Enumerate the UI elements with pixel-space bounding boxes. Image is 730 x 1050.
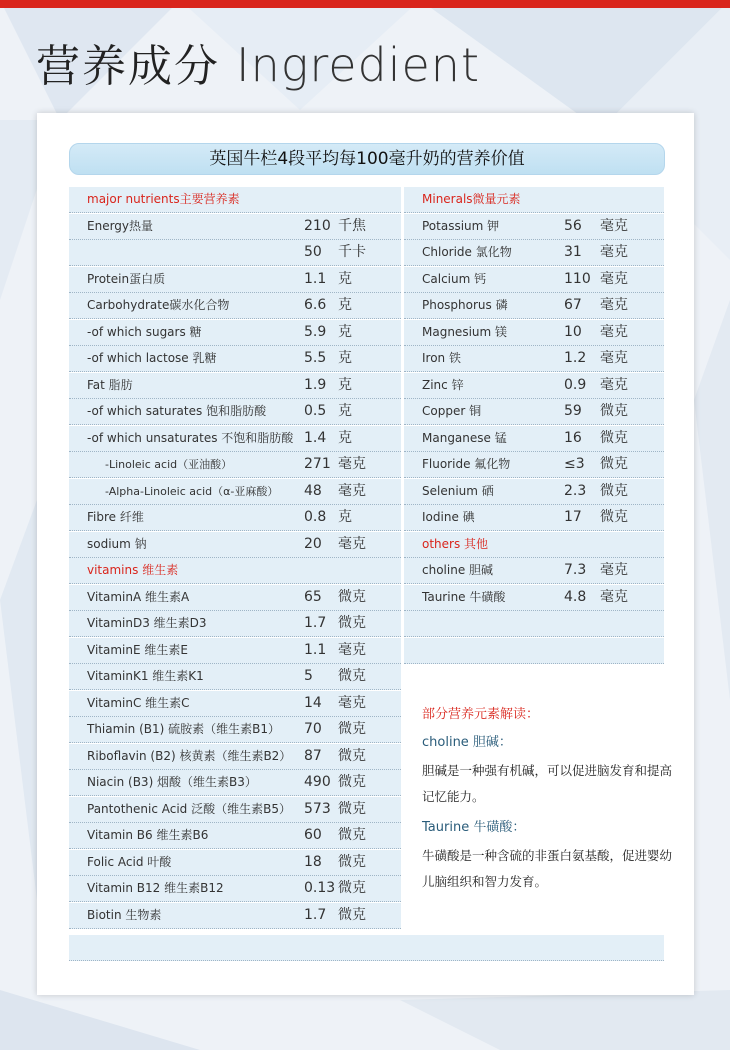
nutrient-name: Minerals微量元素	[422, 192, 521, 206]
nutrient-name: Vitamin B6 维生素B6	[87, 828, 209, 842]
nutrient-value: 6.6	[304, 297, 327, 313]
nutrient-name: VitaminC 维生素C	[87, 695, 190, 710]
nutrient-name: choline 胆碱	[422, 563, 494, 577]
table-row	[69, 823, 401, 849]
nutrient-name: VitaminE 维生素E	[87, 642, 188, 657]
nutrient-unit: 毫克	[338, 641, 366, 658]
nutrient-name: Niacin (B3) 烟酸（维生素B3）	[87, 775, 257, 789]
nutrient-name: Copper 铜	[422, 404, 482, 418]
nutrient-value: 20	[304, 535, 322, 552]
nutrient-unit: 微克	[600, 403, 628, 419]
nutrient-unit: 毫克	[600, 297, 628, 313]
table-row	[404, 479, 664, 505]
nutrient-unit: 微克	[600, 482, 628, 499]
nutrient-name: Iodine 碘	[422, 510, 475, 524]
nutrient-name: Fibre 纤维	[87, 510, 144, 524]
note-text-taurine: 牛磺酸是一种含硫的非蛋白氨基酸，促进婴幼儿脑组织和智力发育。	[422, 848, 673, 889]
nutrient-name: others 其他	[422, 536, 489, 551]
nutrient-name: Biotin 生物素	[87, 907, 162, 922]
nutrient-name: -Linoleic acid（亚油酸）	[105, 458, 233, 471]
table-row	[69, 293, 401, 319]
table-row	[69, 399, 401, 425]
nutrient-name: major nutrients主要营养素	[87, 192, 240, 206]
nutrient-unit: 毫克	[600, 376, 628, 393]
nutrient-value: 56	[564, 217, 582, 234]
nutrient-unit: 微克	[338, 853, 366, 870]
nutrient-name: -of which saturates 饱和脂肪酸	[87, 404, 267, 418]
table-row	[404, 240, 664, 266]
table-row	[404, 187, 664, 213]
nutrient-value: 0.5	[304, 403, 327, 419]
nutrient-unit: 毫克	[600, 350, 628, 366]
nutrient-value: 1.2	[564, 350, 587, 366]
nutrient-unit: 毫克	[338, 694, 366, 711]
nutrient-value: 5.5	[304, 350, 327, 366]
nutrient-unit: 克	[338, 297, 352, 313]
nutrient-value: 490	[304, 774, 331, 790]
top-accent-bar	[0, 0, 730, 8]
nutrient-name: Protein蛋白质	[87, 271, 166, 286]
nutrient-value: 1.1	[304, 270, 327, 287]
nutrient-name: Thiamin (B1) 硫胺素（维生素B1）	[87, 722, 280, 736]
nutrient-name: Energy热量	[87, 218, 154, 233]
table-row	[404, 558, 664, 584]
nutrient-unit: 毫克	[600, 323, 628, 340]
nutrient-name: Folic Acid 叶酸	[87, 854, 172, 869]
table-row	[69, 611, 401, 637]
nutrient-name: Taurine 牛磺酸	[422, 589, 506, 604]
table-row	[404, 399, 664, 425]
nutrient-value: 2.3	[564, 482, 587, 499]
table-row	[69, 717, 401, 743]
table-row	[69, 691, 401, 717]
table-row	[69, 479, 401, 505]
table-row	[404, 638, 664, 664]
nutrient-unit: 微克	[600, 509, 628, 525]
nutrient-value: 0.13	[304, 880, 336, 896]
table-row	[69, 664, 401, 690]
table-row	[404, 293, 664, 319]
nutrient-name: -of which unsaturates 不饱和脂肪酸	[87, 430, 294, 445]
nutrient-name: Zinc 锌	[422, 377, 464, 392]
nutrient-unit: 微克	[338, 588, 366, 605]
nutrient-value: 67	[564, 297, 582, 313]
table-row	[69, 267, 401, 293]
nutrient-name: -of which lactose 乳糖	[87, 351, 217, 365]
nutrient-unit: 微克	[338, 800, 366, 817]
nutrient-unit: 微克	[338, 880, 366, 896]
table-row	[69, 770, 401, 796]
title-cn: 营养成分	[36, 41, 220, 92]
table-row	[69, 240, 401, 266]
table-row	[69, 346, 401, 372]
note-text-choline: 胆碱是一种强有机碱，可以促进脑发育和提高记忆能力。	[422, 763, 673, 804]
nutrient-value: 1.9	[304, 376, 327, 393]
nutrient-value: 0.9	[564, 376, 587, 393]
nutrient-unit: 毫克	[338, 535, 366, 552]
table-row	[69, 214, 401, 240]
note-title-choline: choline 胆碱：	[422, 735, 512, 750]
nutrient-name: Fat 脂肪	[87, 377, 133, 392]
nutrient-name: Riboflavin (B2) 核黄素（维生素B2）	[87, 748, 292, 763]
table-row	[69, 585, 401, 611]
nutrient-unit: 克	[338, 403, 352, 419]
table-row	[69, 558, 401, 584]
nutrient-name: VitaminK1 维生素K1	[87, 669, 204, 683]
table-row	[404, 426, 664, 452]
nutrient-name: Calcium 钙	[422, 271, 487, 286]
nutrient-unit: 克	[338, 509, 352, 525]
page-title	[36, 30, 480, 94]
nutrient-value: 31	[564, 244, 582, 260]
notes-heading: 部分营养元素解读：	[422, 707, 540, 722]
table-row	[404, 346, 664, 372]
nutrient-name: Chloride 氯化物	[422, 245, 512, 259]
nutrient-value: 573	[304, 800, 331, 817]
nutrient-value: 1.7	[304, 906, 327, 923]
nutrient-value: 50	[304, 244, 322, 260]
nutrient-unit: 毫克	[600, 270, 628, 287]
table-row	[69, 532, 401, 558]
table-row	[404, 505, 664, 531]
nutrient-value: 1.1	[304, 641, 327, 658]
nutrient-unit: 千焦	[338, 217, 366, 234]
table-row	[69, 903, 401, 929]
table-row	[69, 320, 401, 346]
nutrient-unit: 微克	[600, 429, 628, 446]
nutrient-name: VitaminD3 维生素D3	[87, 616, 207, 630]
nutrient-unit: 微克	[338, 906, 366, 923]
nutrient-unit: 毫克	[600, 562, 628, 578]
nutrient-unit: 克	[338, 350, 352, 366]
table-row	[69, 744, 401, 770]
nutrient-unit: 毫克	[338, 456, 366, 472]
nutrient-name: Manganese 锰	[422, 430, 507, 445]
table-row	[69, 452, 401, 478]
nutrient-unit: 毫克	[600, 244, 628, 260]
nutrient-value: 210	[304, 217, 331, 234]
nutrient-unit: 微克	[338, 721, 366, 737]
nutrient-value: 5	[304, 668, 313, 684]
nutrient-name: vitamins 维生素	[87, 563, 179, 577]
nutrient-name: sodium 钠	[87, 536, 147, 551]
note-title-taurine: Taurine 牛磺酸：	[422, 820, 526, 835]
table-row	[69, 505, 401, 531]
nutrient-value: 4.8	[564, 588, 587, 605]
nutrient-unit: 毫克	[338, 482, 366, 499]
nutrient-value: 70	[304, 721, 322, 737]
table-row	[404, 532, 664, 558]
nutrient-value: 110	[564, 270, 591, 287]
nutrient-value: 59	[564, 403, 582, 419]
nutrient-value: 17	[564, 509, 582, 525]
nutrient-value: 5.9	[304, 323, 327, 340]
table-row	[69, 187, 401, 213]
nutrient-value: 48	[304, 482, 322, 499]
nutrient-value: 65	[304, 588, 322, 605]
table-row	[404, 214, 664, 240]
nutrient-name: -of which sugars 糖	[87, 324, 202, 339]
table-row	[69, 797, 401, 823]
nutrient-name: Vitamin B12 维生素B12	[87, 881, 224, 895]
nutrient-unit: 微克	[338, 774, 366, 790]
table-row	[404, 452, 664, 478]
nutrient-name: Carbohydrate碳水化合物	[87, 298, 230, 312]
nutrient-unit: 微克	[600, 456, 628, 472]
table-row	[404, 320, 664, 346]
table-header: 英国牛栏4段平均每100毫升奶的营养价值	[69, 143, 665, 175]
nutrient-unit: 微克	[338, 747, 366, 764]
nutrient-unit: 微克	[338, 615, 366, 631]
nutrient-unit: 微克	[338, 827, 366, 843]
nutrient-unit: 毫克	[600, 217, 628, 234]
nutrient-notes	[422, 703, 682, 895]
nutrient-unit: 克	[338, 270, 352, 287]
table-row	[69, 373, 401, 399]
table-row	[69, 638, 401, 664]
nutrient-value: 18	[304, 853, 322, 870]
nutrient-value: ≤3	[564, 456, 585, 472]
nutrient-name: Potassium 钾	[422, 218, 500, 233]
table-row	[404, 611, 664, 637]
nutrient-value: 7.3	[564, 562, 587, 578]
nutrient-value: 87	[304, 747, 322, 764]
table-row	[69, 426, 401, 452]
nutrient-value: 14	[304, 694, 322, 711]
nutrient-unit: 千卡	[338, 244, 366, 260]
nutrition-card	[37, 113, 694, 995]
table-row	[69, 850, 401, 876]
nutrient-name: -Alpha-Linoleic acid（α-亚麻酸）	[105, 484, 279, 498]
table-row	[404, 373, 664, 399]
nutrient-value: 60	[304, 827, 322, 843]
nutrient-unit: 克	[338, 376, 352, 393]
nutrient-unit: 克	[338, 323, 352, 340]
table-row	[69, 876, 401, 902]
table-row-empty	[69, 935, 664, 961]
nutrient-value: 16	[564, 429, 582, 446]
title-en: Ingredient	[236, 38, 480, 92]
nutrient-name: Magnesium 镁	[422, 324, 508, 339]
nutrient-value: 1.4	[304, 429, 327, 446]
nutrient-value: 1.7	[304, 615, 327, 631]
nutrient-unit: 克	[338, 429, 352, 446]
table-row	[404, 267, 664, 293]
nutrient-value: 271	[304, 456, 331, 472]
nutrient-name: Selenium 硒	[422, 483, 494, 498]
nutrient-value: 0.8	[304, 509, 327, 525]
nutrient-unit: 毫克	[600, 588, 628, 605]
nutrient-name: Phosphorus 磷	[422, 298, 508, 312]
nutrient-name: VitaminA 维生素A	[87, 589, 190, 604]
nutrient-name: Pantothenic Acid 泛酸（维生素B5）	[87, 801, 291, 816]
nutrient-name: Fluoride 氟化物	[422, 457, 511, 471]
nutrient-unit: 微克	[338, 668, 366, 684]
nutrient-name: Iron 铁	[422, 351, 461, 365]
nutrient-value: 10	[564, 323, 582, 340]
table-row	[404, 585, 664, 611]
